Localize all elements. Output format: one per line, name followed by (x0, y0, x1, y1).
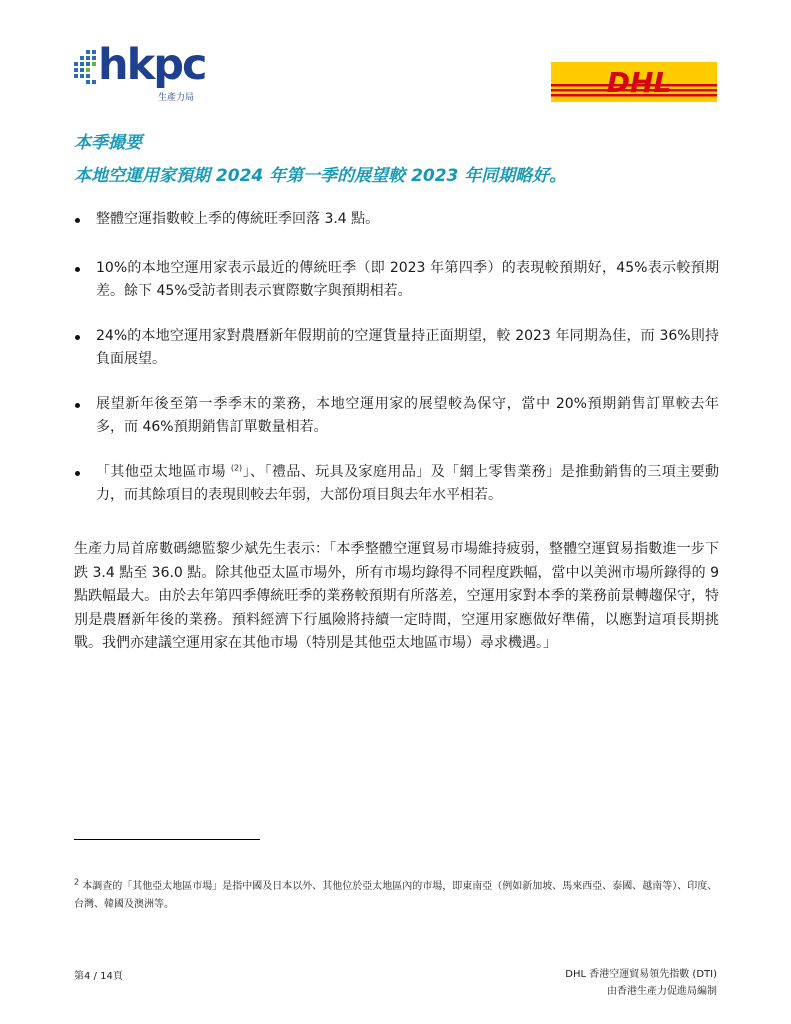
dhl-logo (551, 62, 717, 102)
footer-title: DHL 香港空運貿易領先指數 (DTI) (565, 969, 717, 980)
footer-info (565, 966, 717, 1000)
footnote-marker: 2 (74, 877, 80, 887)
section-title: 本季撮要 (74, 133, 142, 153)
hkpc-subtitle: 生產力局 (158, 93, 195, 103)
bullet-item: 24%的本地空運用家對農曆新年假期前的空運貨量持正面期望，較 2023 年同期為佳，而 36%則持負面展望。 (74, 325, 719, 371)
hkpc-wordmark: hkpc (98, 40, 206, 90)
headline: 本地空運用家預期 2024 年第一季的展望較 2023 年同期略好。 (74, 166, 567, 186)
hkpc-logo (72, 40, 222, 106)
footnote-ref: (2) (230, 463, 243, 473)
footnote-text: 本調查的「其他亞太地區市場」是指中國及日本以外、其他位於亞太地區內的市場，即東南亞（例如新加坡、馬來西亞、泰國、越南等）、印度、台灣、韓國及澳洲等。 (74, 881, 718, 910)
footnote-divider (74, 839, 260, 840)
bullet-item: 10%的本地空運用家表示最近的傳統旺季（即 2023 年第四季）的表現較預期好，45%表示較預期差。餘下 45%受訪者則表示實際數字與預期相若。 (74, 257, 719, 303)
bullet-item: 展望新年後至第一季季末的業務，本地空運用家的展望較為保守，當中 20%預期銷售訂單較去年多，而 46%預期銷售訂單數量相若。 (74, 393, 719, 439)
dhl-wordmark: DHL (606, 66, 672, 99)
bullet-text: 」、「禮品、玩具及家庭用品」及「網上零售業務」是推動銷售的三項主要動力，而其餘項目的表現則較去年弱，大部份項目與去年水平相若。 (96, 464, 720, 503)
footnote (74, 878, 719, 914)
page-number: 第4 / 14頁 (74, 971, 123, 982)
footer-compiled: 由香港生產力促進局編制 (607, 986, 717, 997)
bullet-text: 「其他亞太地區市場 (96, 464, 231, 480)
bullet-item: 整體空運指數較上季的傳統旺季回落 3.4 點。 (74, 208, 719, 231)
summary-bullets (74, 208, 719, 529)
quote-paragraph: 生產力局首席數碼總監黎少斌先生表示：「本季整體空運貿易市場維持疲弱，整體空運貿易指數進一步下跌 3.4 點至 36.0 點。除其他亞太區市場外，所有市場均錄得不同程度跌幅，當中以美洲市場所錄得的 9 點跌幅最大。由於去年第四季傳統旺季的業務較預期有所落差，空運用家對本季的業務前景轉趨保守，特別是農曆新年後的業務。預料經濟下行風險將持續一定時間，空運用家應做好準備，以應對這項長期挑戰。我們亦建議空運用家在其他市場（特別是其他亞太地區市場）尋求機遇。」 (74, 541, 719, 651)
dhl-logo-icon (551, 62, 717, 102)
bullet-item (74, 461, 719, 507)
